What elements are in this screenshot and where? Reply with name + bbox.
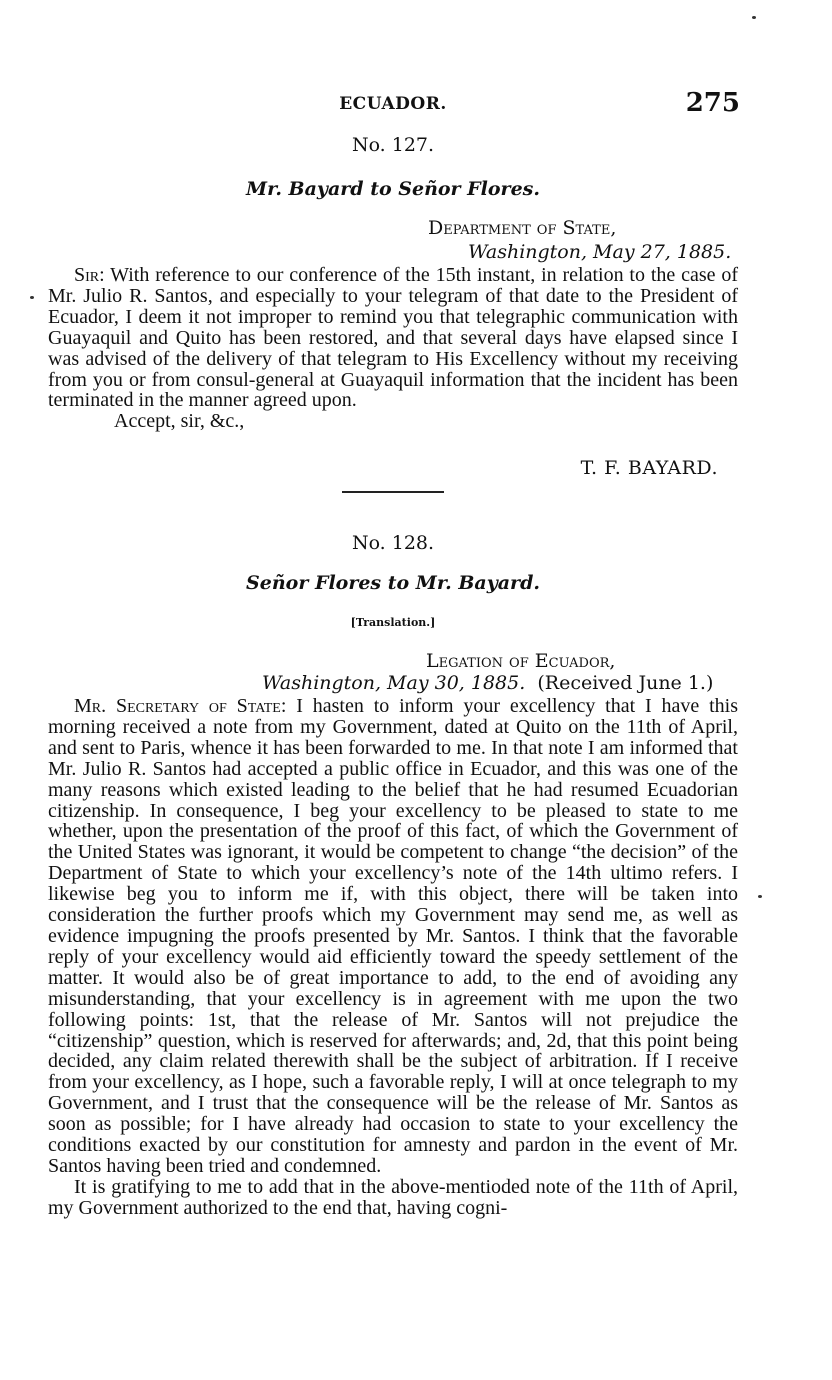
- letter-127-body-text: With reference to our conference of the 15th instant, in relation to the case of Mr. Julio R. Santos, and especially to your telegram of that date to the President of Ecuador, I deem it not improper to remind you that telegraphic communication with Guayaquil and Quito has been restored, and that several days have elapsed since I was advised of the delivery of that telegram to His Excellency without my receiving from you or from consul-general at Guayaquil information that the incident has been terminated in the manner agreed upon.: [48, 264, 739, 412]
- letter-127-heading: Mr. Bayard to Señor Flores.: [246, 178, 540, 200]
- letter-127-body: [48, 265, 738, 432]
- stray-mark: [30, 296, 34, 299]
- running-head-title: ECUADOR.: [339, 94, 447, 114]
- letter-127-number: No. 127.: [351, 134, 435, 156]
- section-divider: [342, 491, 444, 493]
- letter-127-dateline-office: Department of State,: [428, 217, 617, 239]
- letter-128-heading: Señor Flores to Mr. Bayard.: [246, 572, 540, 594]
- letter-127-signature: T. F. BAYARD.: [580, 457, 718, 479]
- letter-128-paragraph-2: It is gratifying to me to add that in the above-mentioded note of the 11th of April, my Government authorized to the end that, having cogni-: [48, 1175, 738, 1219]
- letter-127-salutation: Sir:: [74, 264, 105, 286]
- stray-mark: [758, 895, 762, 898]
- letter-128-received: (Received June 1.): [537, 672, 714, 694]
- letter-128-paragraph-1: I hasten to inform your excellency that I have this morning received a note from my Government, dated at Quito on the 11th of April, and sent to Paris, whence it has been forwarded to me. In that note I am informed that Mr. Julio R. Santos had accepted a public office in Ecuador, and this was one of the many reasons which existed leading to the belief that he had resumed Ecuadorian citizenship. In consequence, I beg your excellency to be pleased to state to me whether, upon the presentation of the proof of this fact, of which the Government of the United States was ignorant, it would be competent to change “the decision” of the Department of State to which your excellency’s note of the 14th ultimo refers. I likewise beg you to inform me if, with this object, there will be taken into consideration the further proofs which my Government may send me, as well as evidence impugning the proofs presented by Mr. Santos. I think that the favorable reply of your excellency would aid efficiently toward the speedy settlement of the matter. It would also be of great importance to add, to the end of avoiding any misunderstanding, that your excellency is in agreement with me upon the two following points: 1st, that the release of Mr. Santos will not prejudice the “citizenship” question, which is reserved for afterwards; and, 2d, that this point being decided, any claim related therewith shall be the subject of arbitration. If I receive from your excellency, as I hope, such a favorable reply, I will at once telegraph to my Government, and I trust that the consequence will be the release of Mr. Santos as soon as possible; for I have already had occasion to state to your excellency the conditions exacted by our constitution for amnesty and pardon in the event of Mr. Santos having been tried and condemned.: [48, 695, 738, 1177]
- letter-128-dateline-office: Legation of Ecuador,: [426, 650, 616, 672]
- letter-128-salutation: Mr. Secretary of State:: [74, 695, 287, 717]
- translation-note: [Translation.]: [350, 616, 436, 629]
- letter-128-dateline-place-date: Washington, May 30, 1885.: [262, 672, 526, 694]
- letter-128-body: [48, 696, 738, 1219]
- letter-128-number: No. 128.: [351, 532, 435, 554]
- letter-127-closing: Accept, sir, &c.,: [114, 410, 245, 433]
- letter-128-dateline: [262, 672, 713, 694]
- letter-127-dateline-place-date: Washington, May 27, 1885.: [468, 241, 732, 263]
- page-number: 275: [685, 88, 740, 118]
- running-head: [0, 88, 832, 122]
- stray-mark: [752, 16, 756, 19]
